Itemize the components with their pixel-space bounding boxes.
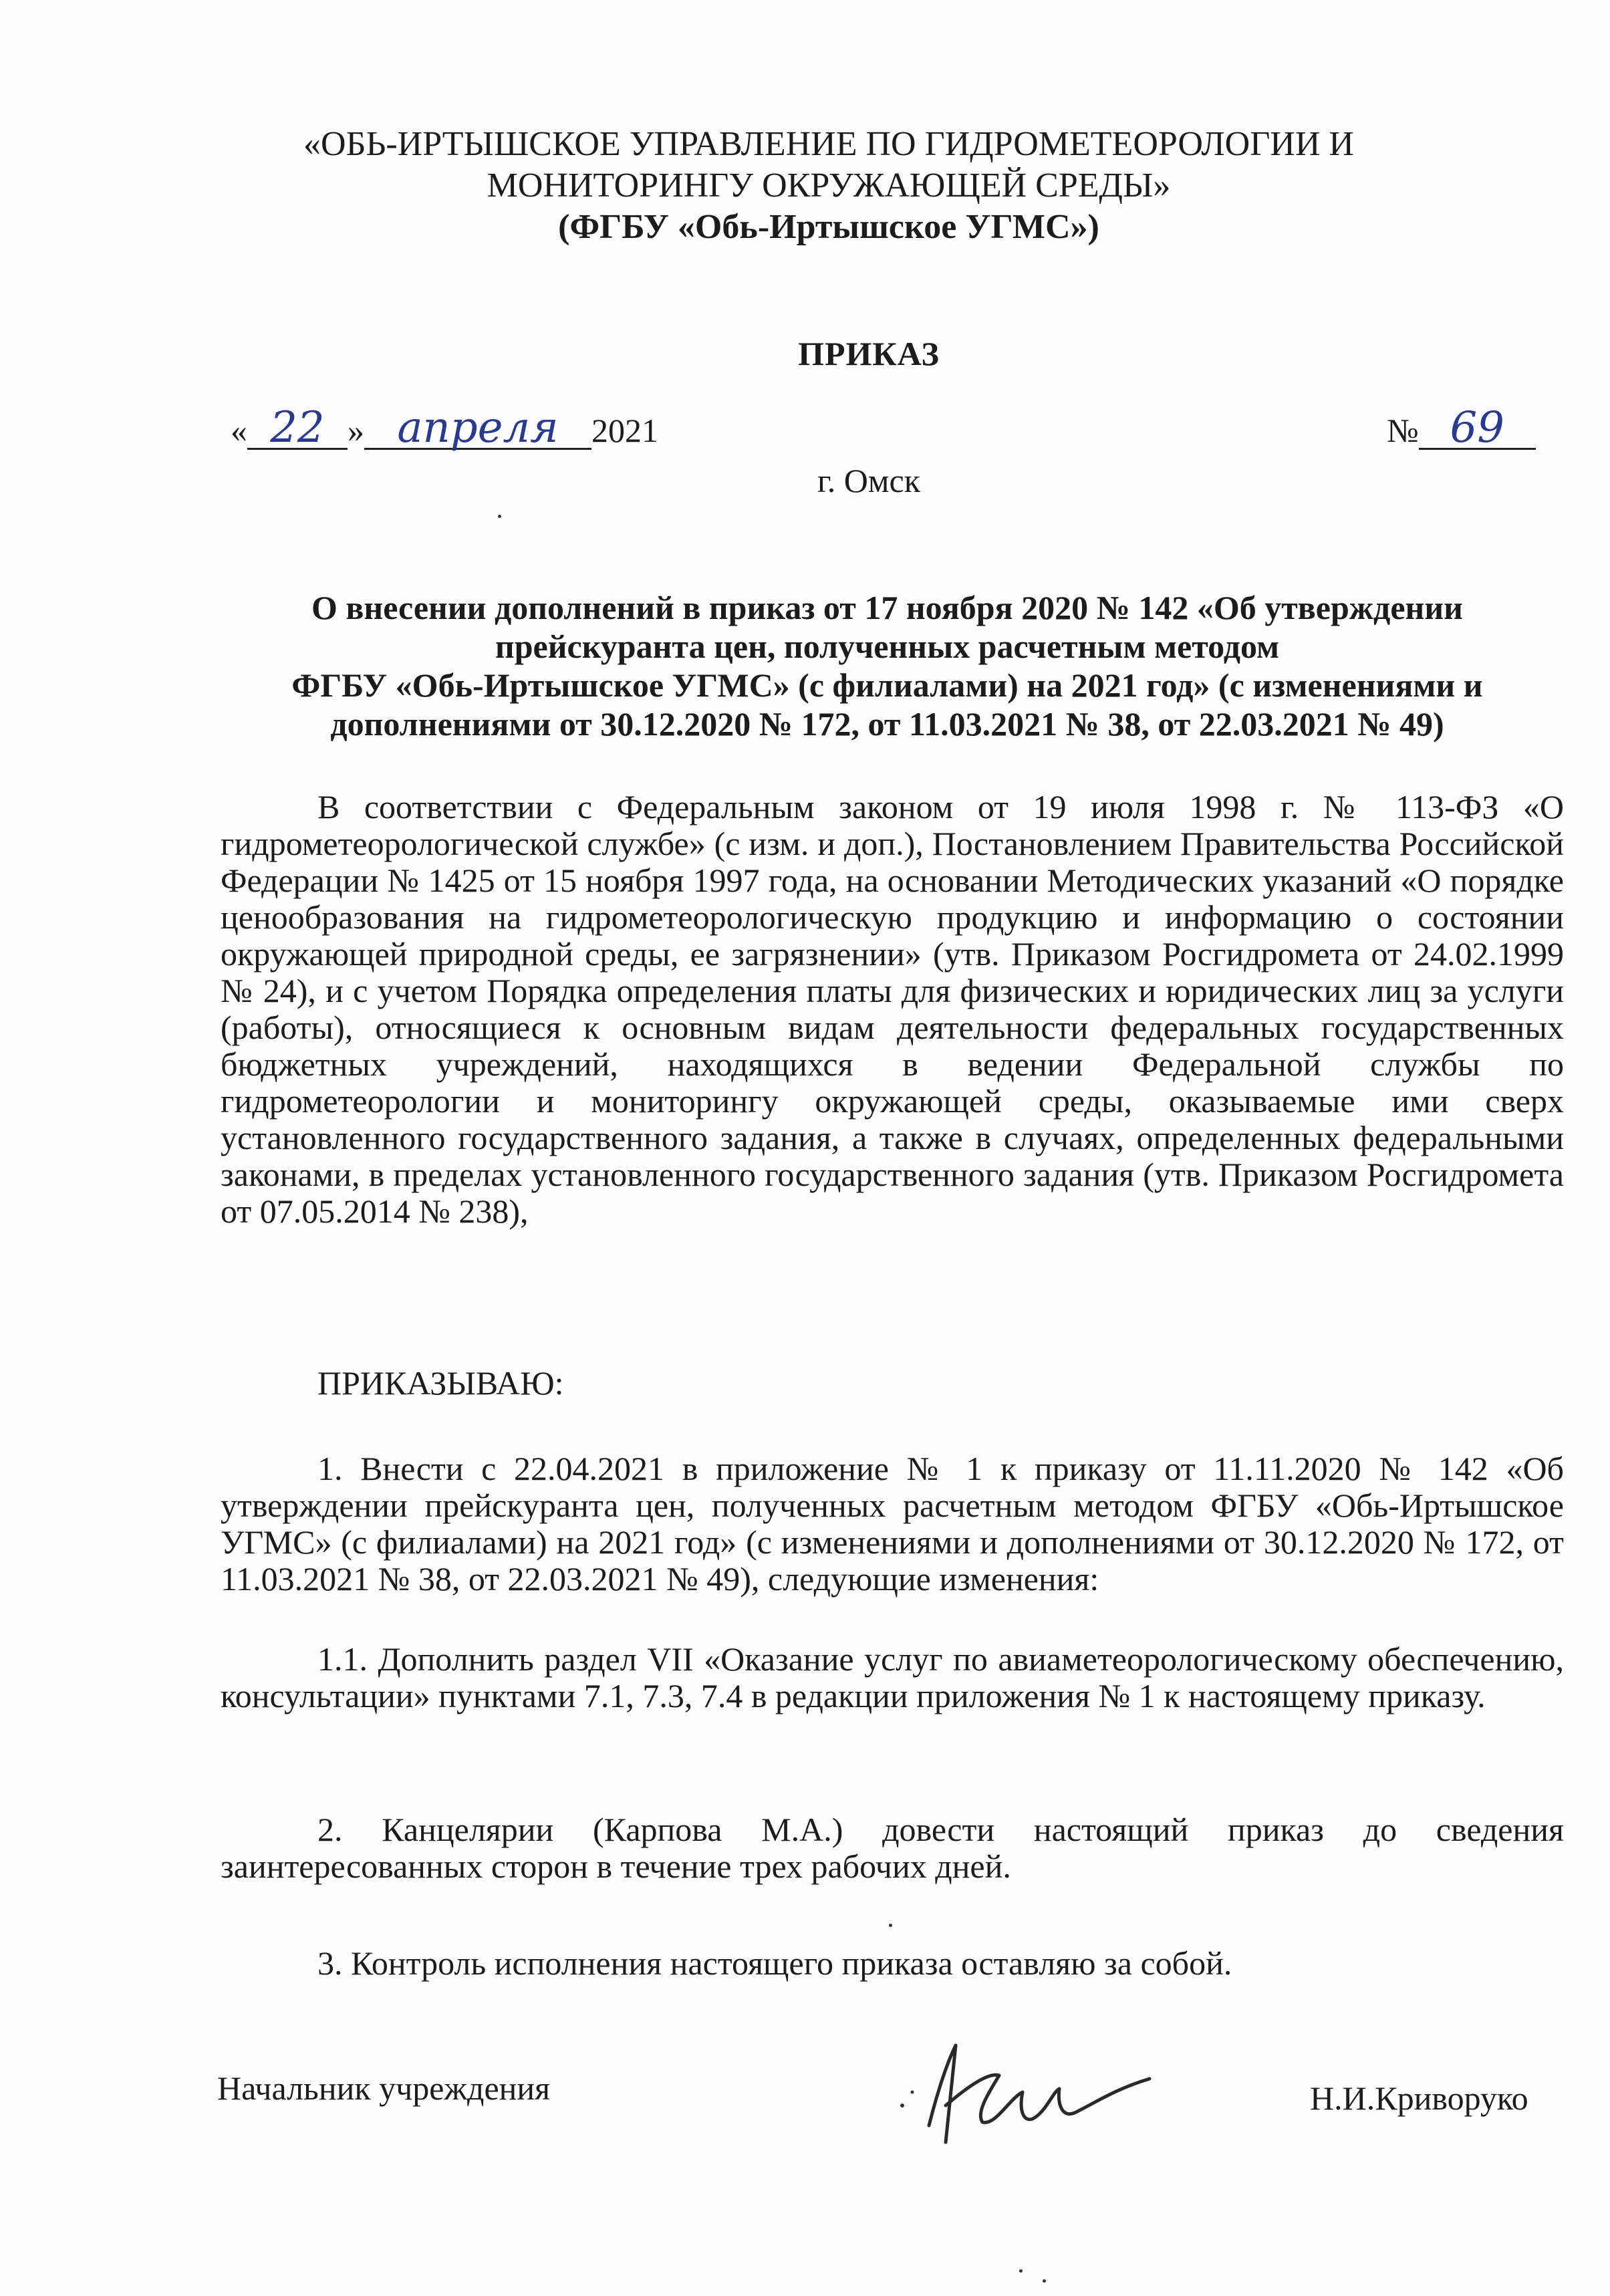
handwritten-signature	[882, 2025, 1176, 2159]
signatory-title: Начальник учреждения	[217, 2069, 551, 2107]
subject-line3: ФГБУ «Обь-Иртышское УГМС» (с филиалами) на 2021 год» (с изменениями и	[291, 666, 1483, 704]
date-month-handwritten: апреля	[364, 408, 591, 450]
scan-speck	[1019, 2269, 1023, 2273]
organization-header	[267, 124, 1390, 248]
order-item-2: 2. Канцелярии (Карпова М.А.) довести настоящий приказ до сведения заинтересованных сторон в течение трех рабочих дней.	[221, 1811, 1564, 1885]
document-type: ПРИКАЗ	[798, 335, 940, 372]
number-sign: №	[1387, 412, 1419, 449]
subject-line1: О внесении дополнений в приказ от 17 ноября 2020 № 142 «Об утверждении	[311, 589, 1463, 626]
document-number	[1387, 403, 1536, 453]
org-short-name: (ФГБУ «Обь-Иртышское УГМС»)	[558, 208, 1099, 246]
document-subject	[221, 588, 1554, 743]
scan-speck	[498, 515, 501, 518]
org-name-line1: «ОБЬ-ИРТЫШСКОЕ УПРАВЛЕНИЕ ПО ГИДРОМЕТЕОРОЛОГИИ И	[303, 125, 1354, 163]
scan-speck	[889, 1924, 892, 1927]
date-open-quote: «	[231, 412, 247, 449]
order-item-1-1: 1.1. Дополнить раздел VII «Оказание услуг по авиаметеорологическому обеспечению, консультации» пунктами 7.1, 7.3, 7.4 в редакции приложения № 1 к настоящему приказу.	[221, 1640, 1564, 1714]
document-date	[231, 403, 658, 453]
subject-line4: дополнениями от 30.12.2020 № 172, от 11.03.2021 № 38, от 22.03.2021 № 49)	[330, 705, 1444, 743]
date-close-quote: »	[348, 412, 364, 449]
subject-line2: прейскуранта цен, полученных расчетным методом	[495, 628, 1280, 665]
order-item-3: 3. Контроль исполнения настоящего приказа оставляю за собой.	[317, 1944, 1232, 1982]
number-handwritten: 69	[1419, 408, 1536, 450]
org-name-line2: МОНИТОРИНГУ ОКРУЖАЮЩЕЙ СРЕДЫ»	[487, 166, 1171, 205]
signatory-name: Н.И.Криворуко	[1310, 2079, 1528, 2117]
order-word: ПРИКАЗЫВАЮ:	[317, 1364, 564, 1402]
document-city: г. Омск	[817, 462, 921, 499]
date-year: 2021	[591, 412, 658, 449]
preamble-paragraph: В соответствии с Федеральным законом от 19 июля 1998 г. № 113-ФЗ «О гидрометеорологической службе» (с изм. и доп.), Постановлением Правительства Российской Федерации № 1425 от 15 ноября 1997 года, на основании Методических указаний «О порядке ценообразования на гидрометеорологическую продукцию и информацию о состоянии окружающей природной среды, ее загрязнении» (утв. Приказом Росгидромета от 24.02.1999 № 24), и с учетом Порядка определения платы для физических и юридических лиц за услуги (работы), относящиеся к основным видам деятельности федеральных государственных бюджетных учреждений, находящихся в ведении Федеральной службы по гидрометеорологии и мониторингу окружающей среды, оказываемые ими сверх установленного государственного задания, а также в случаях, определенных федеральными законами, в пределах установленного государственного задания (утв. Приказом Росгидромета от 07.05.2014 № 238),	[221, 788, 1564, 1230]
scan-speck	[1043, 2279, 1046, 2283]
date-day-handwritten: 22	[247, 408, 348, 450]
order-item-1: 1. Внести с 22.04.2021 в приложение № 1 к приказу от 11.11.2020 № 142 «Об утверждении прейскуранта цен, полученных расчетным методом ФГБУ «Обь-Иртышское УГМС» (с филиалами) на 2021 год» (с изменениями и дополнениями от 30.12.2020 № 172, от 11.03.2021 № 38, от 22.03.2021 № 49), следующие изменения:	[221, 1450, 1564, 1598]
